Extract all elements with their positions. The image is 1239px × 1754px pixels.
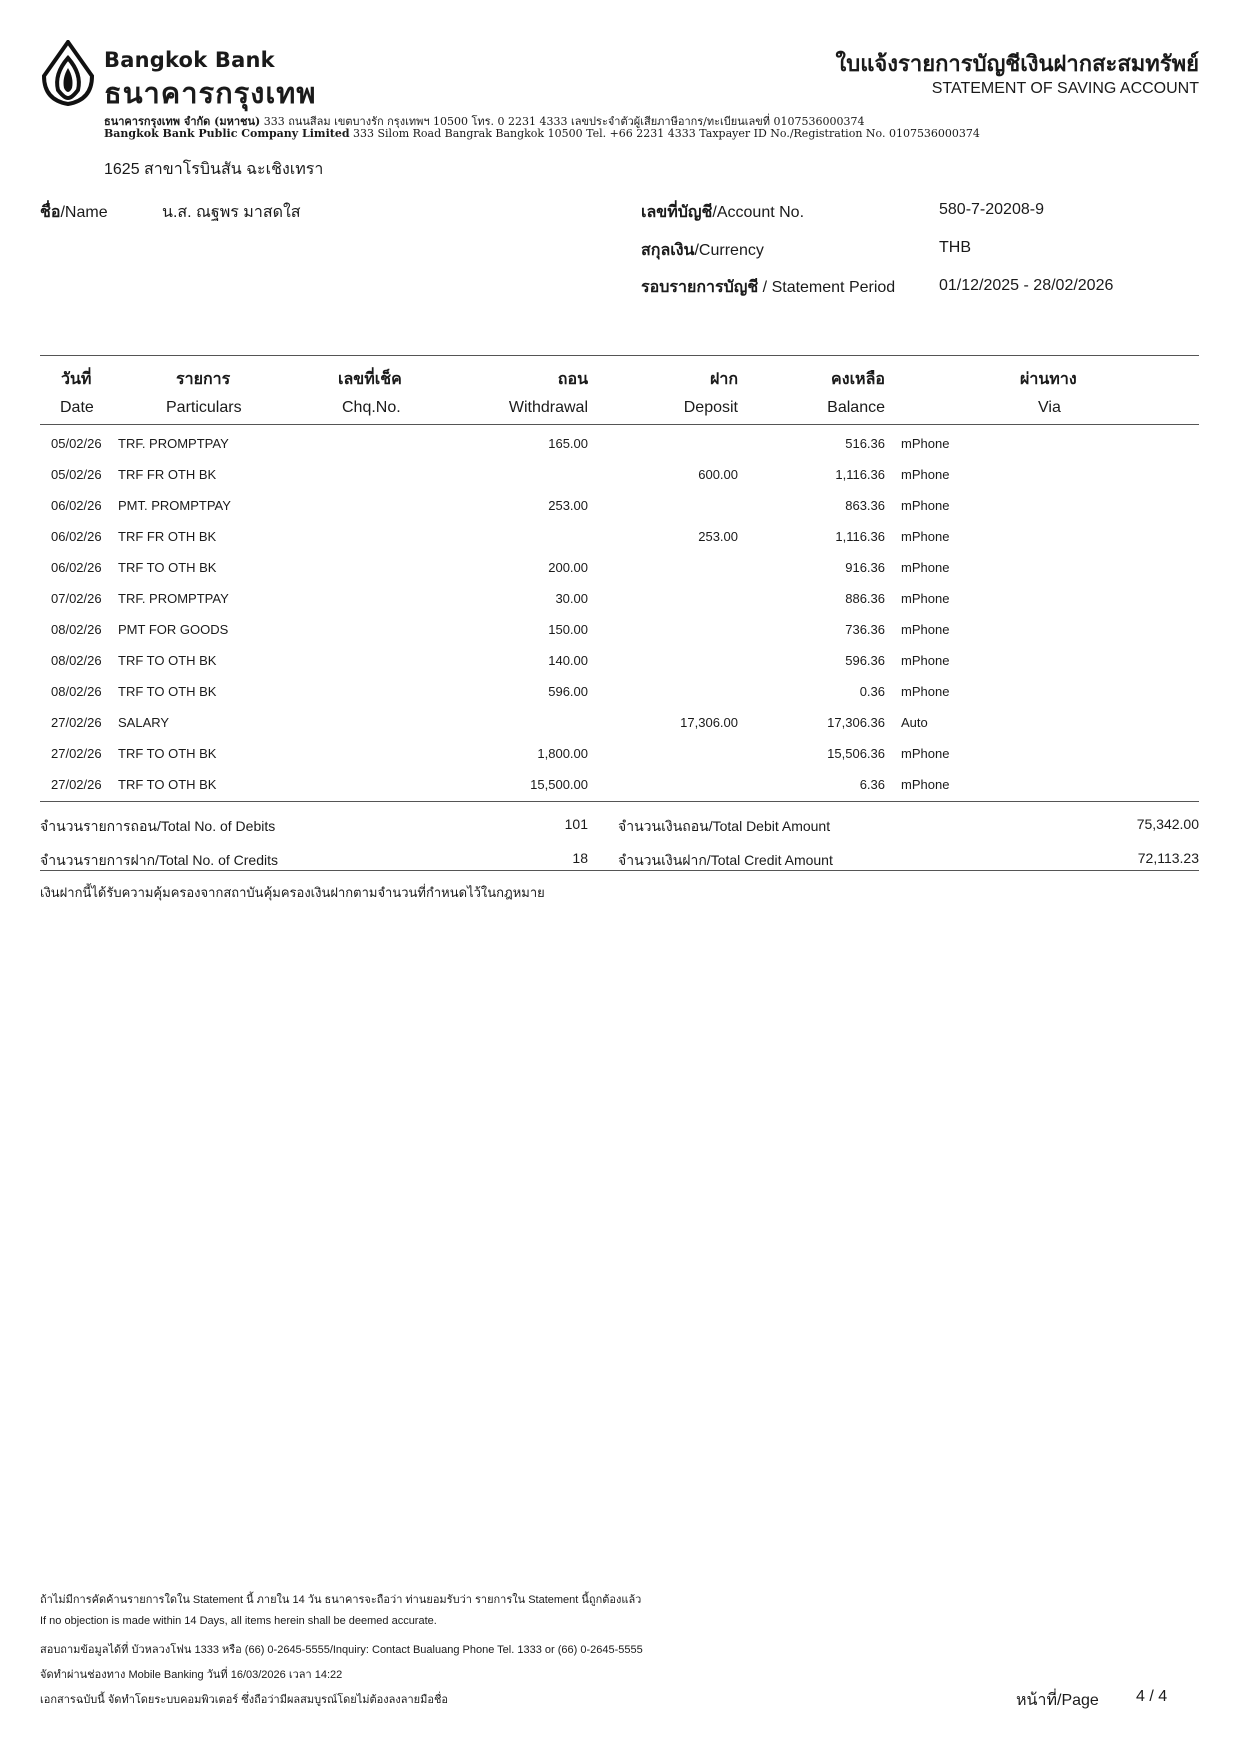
total-credits-count-label: จำนวนรายการฝาก/Total No. of Credits [40, 852, 278, 868]
cell-balance: 6.36 [859, 777, 885, 792]
cell-deposit: 17,306.00 [680, 715, 738, 730]
table-row [0, 490, 1239, 521]
col-header-date-en: Date [60, 399, 94, 416]
cell-date: 08/02/26 [51, 684, 102, 699]
footer-generated-via: จัดทำผ่านช่องทาง Mobile Banking วันที่ 16/03/2026 เวลา 14:22 [40, 1669, 343, 1681]
cell-via: mPhone [901, 436, 950, 451]
cell-withdrawal: 165.00 [548, 436, 588, 451]
table-bottom-rule [40, 801, 1199, 802]
cell-withdrawal: 200.00 [548, 560, 588, 575]
cell-balance: 0.36 [859, 684, 885, 699]
footer-objection-en: If no objection is made within 14 Days, all items herein shall be deemed accurate. [40, 1615, 437, 1627]
table-row [0, 428, 1239, 459]
cell-particulars: TRF TO OTH BK [118, 746, 217, 761]
cell-withdrawal: 596.00 [548, 684, 588, 699]
bank-address-th: ธนาคารกรุงเทพ จำกัด (มหาชน) 333 ถนนสีลม เขตบางรัก กรุงเทพฯ 10500 โทร. 0 2231 4333 เลขประจำตัวผู้เสียภาษีอากร/ทะเบียนเลขที่ 0107536000374 [104, 115, 865, 128]
cell-particulars: TRF FR OTH BK [118, 467, 217, 482]
footer-objection-th: ถ้าไม่มีการคัดค้านรายการใดใน Statement นี้ ภายใน 14 วัน ธนาคารจะถือว่า ท่านยอมรับว่า รายการใน Statement นี้ถูกต้องแล้ว [40, 1594, 642, 1606]
cell-balance: 736.36 [845, 622, 885, 637]
cell-date: 27/02/26 [51, 715, 102, 730]
statement-period-label: รอบรายการบัญชี / Statement Period [641, 277, 896, 296]
total-credit-amount-label: จำนวนเงินฝาก/Total Credit Amount [618, 852, 833, 868]
cell-withdrawal: 140.00 [548, 653, 588, 668]
bank-name-en: Bangkok Bank [104, 48, 275, 72]
cell-withdrawal: 253.00 [548, 498, 588, 513]
table-row [0, 676, 1239, 707]
cell-date: 06/02/26 [51, 560, 102, 575]
account-no-value: 580-7-20208-9 [939, 201, 1044, 218]
cell-via: mPhone [901, 653, 950, 668]
cell-deposit: 253.00 [698, 529, 738, 544]
cell-date: 05/02/26 [51, 436, 102, 451]
table-row [0, 614, 1239, 645]
cell-particulars: PMT FOR GOODS [118, 622, 229, 637]
table-row [0, 521, 1239, 552]
total-debit-amount: 75,342.00 [1136, 816, 1199, 832]
currency-label: สกุลเงิน/Currency [641, 240, 764, 259]
table-top-rule [40, 355, 1199, 356]
table-row [0, 583, 1239, 614]
footer-computer-generated: เอกสารฉบับนี้ จัดทำโดยระบบคอมพิวเตอร์ ซึ่งถือว่ามีผลสมบูรณ์โดยไม่ต้องลงลายมือชื่อ [40, 1694, 449, 1706]
cell-balance: 886.36 [845, 591, 885, 606]
cell-via: mPhone [901, 591, 950, 606]
cell-balance: 1,116.36 [835, 467, 885, 482]
cell-via: mPhone [901, 777, 950, 792]
cell-date: 06/02/26 [51, 529, 102, 544]
cell-date: 27/02/26 [51, 746, 102, 761]
total-credit-amount: 72,113.23 [1137, 850, 1199, 866]
cell-particulars: TRF. PROMPTPAY [118, 591, 229, 606]
col-header-withdrawal-en: Withdrawal [508, 399, 588, 416]
cell-withdrawal: 30.00 [555, 591, 588, 606]
totals-bottom-rule [40, 870, 1199, 871]
total-debit-amount-label: จำนวนเงินถอน/Total Debit Amount [618, 818, 831, 834]
col-header-particulars-th: รายการ [176, 369, 231, 388]
col-header-chq-en: Chq.No. [342, 399, 401, 416]
cell-withdrawal: 1,800.00 [537, 746, 588, 761]
table-row [0, 707, 1239, 738]
deposit-protection-note: เงินฝากนี้ได้รับความคุ้มครองจากสถาบันคุ้มครองเงินฝากตามจำนวนที่กำหนดไว้ในกฎหมาย [40, 885, 545, 900]
cell-balance: 17,306.36 [827, 715, 885, 730]
col-header-via-en: Via [1038, 399, 1061, 416]
cell-balance: 1,116.36 [835, 529, 885, 544]
total-credits-count: 18 [572, 850, 588, 866]
account-no-label: เลขที่บัญชี/Account No. [641, 202, 805, 221]
cell-via: mPhone [901, 684, 950, 699]
cell-particulars: SALARY [118, 715, 170, 730]
cell-balance: 863.36 [845, 498, 885, 513]
cell-date: 08/02/26 [51, 653, 102, 668]
currency-value: THB [939, 239, 971, 256]
cell-particulars: TRF FR OTH BK [118, 529, 217, 544]
col-header-particulars-en: Particulars [166, 399, 242, 416]
bank-name-th: ธนาคารกรุงเทพ [104, 76, 317, 110]
col-header-date-th: วันที่ [61, 369, 92, 388]
col-header-balance-en: Balance [827, 399, 885, 416]
cell-balance: 596.36 [845, 653, 885, 668]
table-row [0, 645, 1239, 676]
cell-date: 27/02/26 [51, 777, 102, 792]
bangkok-bank-logo-icon [42, 40, 94, 106]
page-label: หน้าที่/Page [1016, 1692, 1099, 1709]
page-number: 4 / 4 [1136, 1688, 1168, 1705]
table-row [0, 769, 1239, 800]
cell-via: Auto [901, 715, 928, 730]
cell-via: mPhone [901, 622, 950, 637]
cell-withdrawal: 150.00 [548, 622, 588, 637]
bank-address-en: Bangkok Bank Public Company Limited 333 Silom Road Bangrak Bangkok 10500 Tel. +66 2231 4333 Taxpayer ID No./Registration No. 0107536000374 [104, 127, 980, 140]
document-title-th: ใบแจ้งรายการบัญชีเงินฝากสะสมทรัพย์ [835, 52, 1199, 77]
table-row [0, 738, 1239, 769]
col-header-chq-th: เลขที่เช็ค [338, 369, 402, 388]
cell-particulars: TRF TO OTH BK [118, 777, 217, 792]
cell-balance: 516.36 [845, 436, 885, 451]
account-holder-name: น.ส. ณฐพร มาสดใส [162, 204, 301, 221]
statement-period-value: 01/12/2025 - 28/02/2026 [939, 277, 1114, 294]
col-header-via-th: ผ่านทาง [1020, 369, 1077, 388]
cell-particulars: TRF TO OTH BK [118, 684, 217, 699]
col-header-deposit-en: Deposit [683, 399, 738, 416]
cell-particulars: TRF TO OTH BK [118, 560, 217, 575]
cell-via: mPhone [901, 560, 950, 575]
col-header-balance-th: คงเหลือ [831, 369, 885, 388]
table-row [0, 552, 1239, 583]
cell-via: mPhone [901, 467, 950, 482]
col-header-deposit-th: ฝาก [709, 369, 738, 388]
total-debits-count: 101 [564, 816, 588, 832]
total-debits-count-label: จำนวนรายการถอน/Total No. of Debits [40, 818, 276, 834]
cell-date: 05/02/26 [51, 467, 102, 482]
footer-inquiry: สอบถามข้อมูลได้ที่ บัวหลวงโฟน 1333 หรือ (66) 0-2645-5555/Inquiry: Contact Bualuang Phone Tel. 1333 or (66) 0-2645-5555 [40, 1644, 643, 1656]
cell-particulars: TRF. PROMPTPAY [118, 436, 229, 451]
cell-particulars: PMT. PROMPTPAY [118, 498, 231, 513]
col-header-withdrawal-th: ถอน [557, 369, 588, 388]
cell-withdrawal: 15,500.00 [530, 777, 588, 792]
branch-name: 1625 สาขาโรบินสัน ฉะเชิงเทรา [104, 161, 324, 178]
cell-via: mPhone [901, 746, 950, 761]
cell-deposit: 600.00 [698, 467, 738, 482]
cell-date: 06/02/26 [51, 498, 102, 513]
cell-date: 08/02/26 [51, 622, 102, 637]
table-row [0, 459, 1239, 490]
cell-balance: 15,506.36 [827, 746, 885, 761]
cell-date: 07/02/26 [51, 591, 102, 606]
cell-particulars: TRF TO OTH BK [118, 653, 217, 668]
document-title-en: STATEMENT OF SAVING ACCOUNT [931, 80, 1199, 97]
cell-via: mPhone [901, 529, 950, 544]
name-label: ชื่อ/Name [40, 202, 108, 221]
cell-balance: 916.36 [845, 560, 885, 575]
table-header-rule [40, 424, 1199, 425]
cell-via: mPhone [901, 498, 950, 513]
